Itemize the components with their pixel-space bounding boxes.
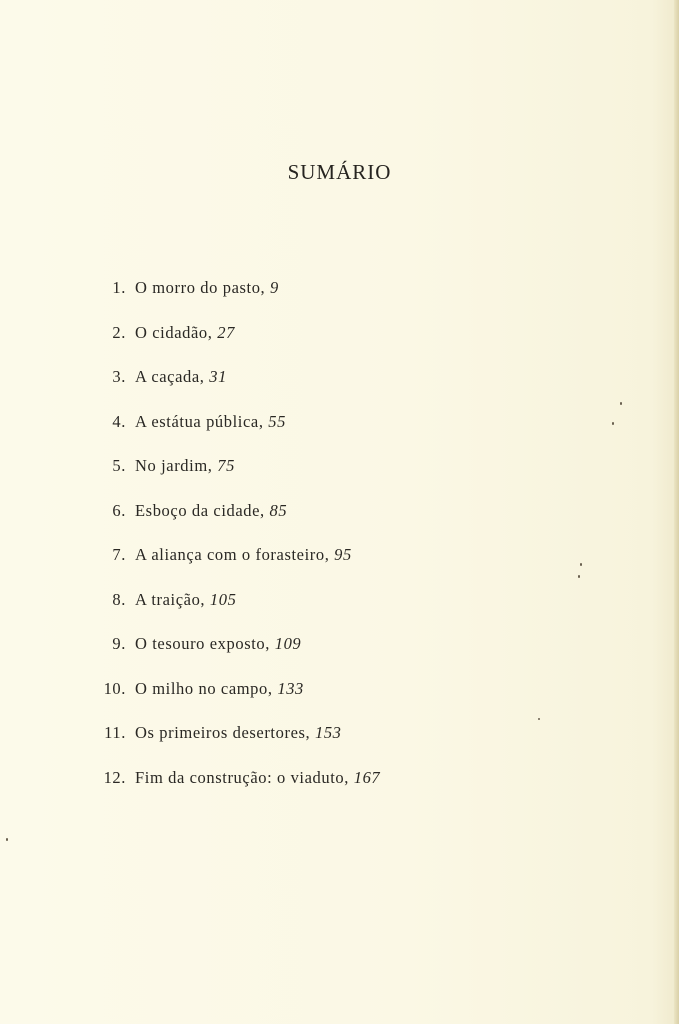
toc-entry-number: 6. bbox=[112, 500, 126, 520]
toc-entry-page: 133 bbox=[277, 678, 304, 698]
toc-entry-title: A aliança com o forasteiro, bbox=[135, 545, 330, 564]
toc-entry-label bbox=[135, 723, 342, 743]
toc-entry-label bbox=[135, 768, 380, 788]
toc-entry-page: 27 bbox=[217, 322, 235, 342]
toc-entry-title: No jardim, bbox=[135, 456, 213, 475]
toc-entry-title: O milho no campo, bbox=[135, 678, 273, 698]
toc-entry-title: A traição, bbox=[135, 589, 206, 609]
toc-entry-page: 75 bbox=[217, 456, 235, 475]
toc-entry-label bbox=[135, 412, 286, 432]
toc-entry-title: Esboço da cidade, bbox=[135, 500, 265, 520]
toc-entry-number: 10. bbox=[103, 678, 126, 698]
toc-entry-label bbox=[135, 590, 236, 610]
toc-entry bbox=[0, 450, 679, 495]
paper-speck bbox=[612, 422, 614, 425]
toc-entry bbox=[0, 272, 679, 317]
toc-entry-page: 153 bbox=[314, 723, 342, 742]
toc-entry bbox=[0, 584, 679, 629]
toc-entry bbox=[0, 717, 679, 762]
toc-entry bbox=[0, 406, 679, 451]
table-of-contents bbox=[0, 272, 679, 806]
toc-entry-label bbox=[135, 501, 287, 521]
toc-entry-label bbox=[135, 367, 227, 387]
toc-entry-label bbox=[135, 545, 352, 565]
toc-entry-number: 5. bbox=[112, 456, 126, 475]
toc-entry-page: 109 bbox=[274, 634, 302, 653]
toc-entry-title: A estátua pública, bbox=[135, 411, 264, 431]
toc-entry-label bbox=[135, 278, 279, 298]
toc-entry-label bbox=[135, 634, 301, 654]
paper-speck bbox=[578, 575, 580, 578]
toc-entry-title: Os primeiros desertores, bbox=[135, 723, 311, 742]
toc-entry bbox=[0, 361, 679, 406]
toc-entry-title: O cidadão, bbox=[135, 322, 213, 342]
toc-entry-number: 1. bbox=[112, 278, 126, 297]
toc-entry bbox=[0, 317, 679, 362]
paper-speck bbox=[6, 838, 8, 841]
paper-speck bbox=[580, 563, 582, 566]
toc-entry bbox=[0, 628, 679, 673]
toc-entry bbox=[0, 762, 679, 807]
toc-entry-number: 11. bbox=[104, 723, 126, 742]
toc-entry-title: O morro do pasto, bbox=[135, 278, 266, 297]
toc-entry-label bbox=[135, 323, 235, 343]
toc-entry-number: 7. bbox=[112, 545, 126, 564]
paper-speck bbox=[538, 718, 540, 720]
toc-entry-number: 9. bbox=[112, 634, 126, 653]
toc-entry-page: 55 bbox=[268, 411, 286, 431]
toc-entry-label bbox=[135, 456, 235, 476]
toc-entry-page: 105 bbox=[209, 589, 237, 609]
toc-entry-page: 95 bbox=[334, 545, 352, 564]
toc-entry-page: 85 bbox=[269, 500, 288, 520]
toc-entry-page: 9 bbox=[270, 278, 279, 297]
paper-speck bbox=[620, 402, 622, 405]
toc-entry-number: 2. bbox=[112, 322, 126, 342]
toc-entry-number: 4. bbox=[112, 411, 126, 431]
toc-entry-title: Fim da construção: o viaduto, bbox=[135, 767, 349, 787]
toc-entry-number: 12. bbox=[103, 767, 126, 787]
toc-entry bbox=[0, 673, 679, 718]
toc-entry-title: A caçada, bbox=[135, 367, 205, 386]
toc-entry-number: 3. bbox=[112, 367, 126, 386]
toc-entry-number: 8. bbox=[112, 589, 126, 609]
page-title: SUMÁRIO bbox=[287, 160, 392, 184]
toc-entry-label bbox=[135, 679, 304, 699]
toc-entry-title: O tesouro exposto, bbox=[135, 634, 270, 653]
toc-entry bbox=[0, 495, 679, 540]
toc-entry-page: 31 bbox=[209, 367, 227, 386]
toc-entry-page: 167 bbox=[353, 767, 381, 787]
